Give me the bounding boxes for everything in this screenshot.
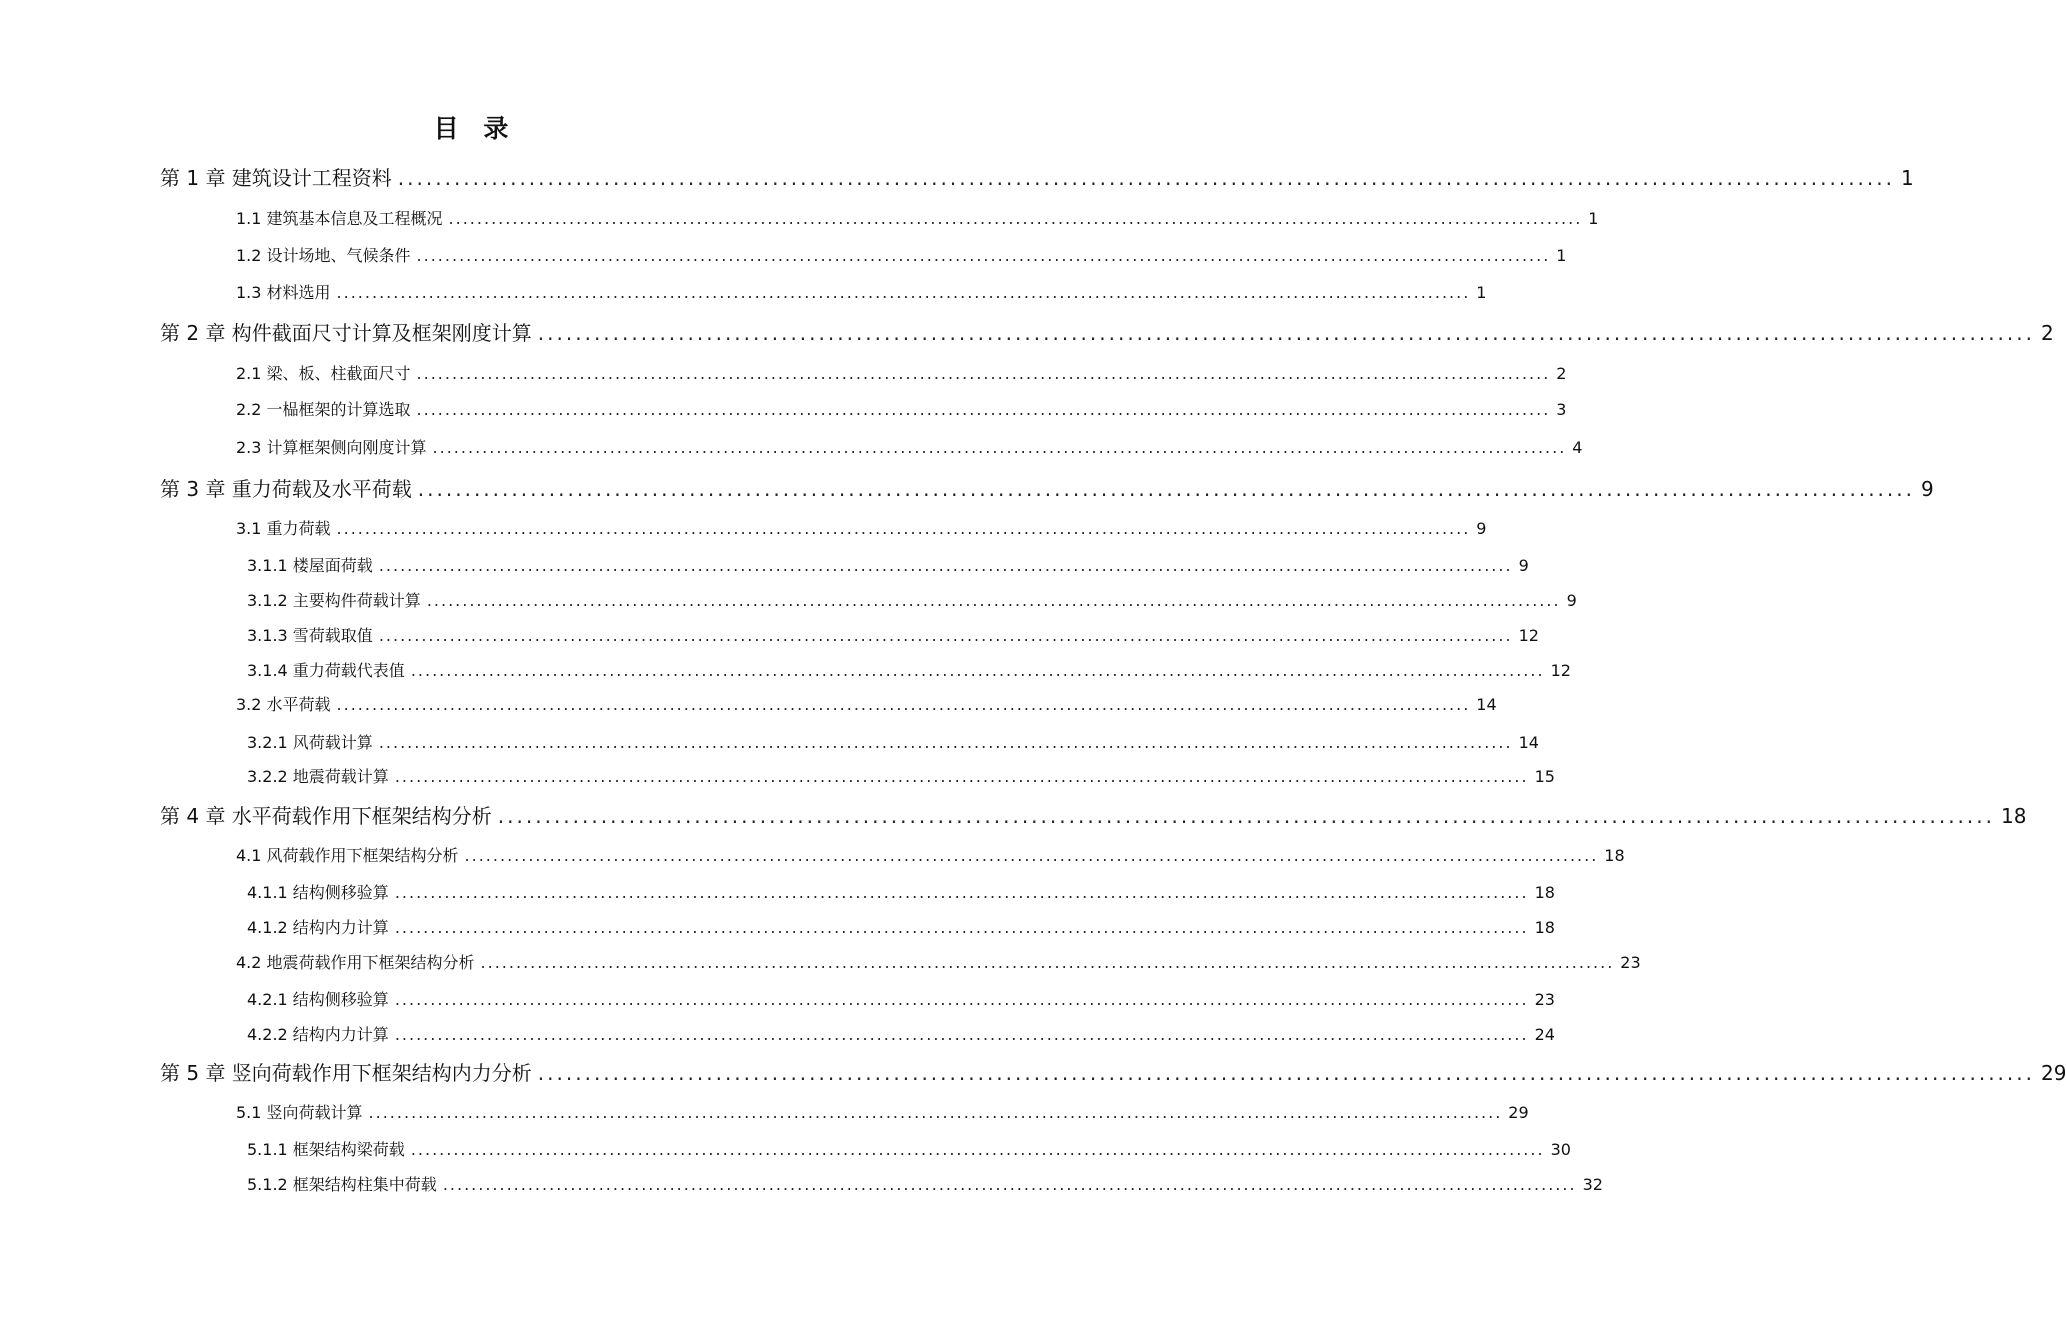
toc-page-number: 3 [1556, 400, 1567, 419]
toc-page-number: 4 [1572, 438, 1583, 457]
toc-section-entry[interactable] [236, 693, 1497, 717]
dot-leader: ................................................................................................................................................................ [394, 767, 1529, 786]
toc-entry-label: 3.1.4 重力荷载代表值 [247, 661, 405, 680]
toc-section-entry[interactable] [247, 881, 1555, 905]
toc-entry-label: 3.1.2 主要构件荷载计算 [247, 591, 421, 610]
toc-page-number: 2 [2040, 321, 2054, 345]
dot-leader: ................................................................................................................................................................ [416, 246, 1551, 265]
toc-chapter-entry[interactable] [160, 475, 1934, 503]
toc-section-entry[interactable] [236, 398, 1567, 422]
dot-leader: ................................................................................................................................................................ [397, 166, 1895, 190]
toc-page-number: 1 [1588, 209, 1599, 228]
toc-entry-label: 5.1.1 框架结构梁荷载 [247, 1140, 405, 1159]
toc-entry-label: 1.2 设计场地、气候条件 [236, 246, 411, 265]
dot-leader: ................................................................................................................................................................ [378, 556, 1513, 575]
toc-page-number: 23 [1620, 953, 1641, 972]
toc-page-number: 29 [2040, 1061, 2066, 1085]
toc-entry-label: 3.2 水平荷载 [236, 695, 331, 714]
toc-entry-label: 第 5 章 竖向荷载作用下框架结构内力分析 [160, 1061, 532, 1085]
toc-entry-label: 3.1.3 雪荷载取值 [247, 626, 373, 645]
toc-page-number: 12 [1550, 661, 1571, 680]
dot-leader: ................................................................................................................................................................ [394, 883, 1529, 902]
toc-section-entry[interactable] [247, 589, 1577, 613]
dot-leader: ................................................................................................................................................................ [416, 400, 1551, 419]
toc-section-entry[interactable] [236, 436, 1583, 460]
toc-entry-label: 1.1 建筑基本信息及工程概况 [236, 209, 443, 228]
toc-page-number: 29 [1508, 1103, 1529, 1122]
toc-page-number: 18 [2000, 804, 2027, 828]
toc-page-number: 32 [1582, 1175, 1603, 1194]
dot-leader: ................................................................................................................................................................ [448, 209, 1583, 228]
dot-leader: ................................................................................................................................................................ [368, 1103, 1503, 1122]
toc-entry-label: 3.2.1 风荷载计算 [247, 733, 373, 752]
toc-entry-label: 4.2.1 结构侧移验算 [247, 990, 389, 1009]
toc-section-entry[interactable] [247, 554, 1529, 578]
dot-leader: ................................................................................................................................................................ [426, 591, 1561, 610]
toc-section-entry[interactable] [236, 281, 1487, 305]
dot-leader: ................................................................................................................................................................ [394, 1025, 1529, 1044]
toc-entry-label: 3.2.2 地震荷载计算 [247, 767, 389, 786]
toc-page-number: 30 [1550, 1140, 1571, 1159]
toc-section-entry[interactable] [236, 1101, 1529, 1125]
toc-page-number: 18 [1534, 883, 1555, 902]
toc-page-number: 14 [1518, 733, 1539, 752]
toc-section-entry[interactable] [247, 659, 1571, 683]
toc-entry-label: 2.1 梁、板、柱截面尺寸 [236, 364, 411, 383]
dot-leader: ................................................................................................................................................................ [378, 733, 1513, 752]
toc-section-entry[interactable] [236, 362, 1567, 386]
dot-leader: ................................................................................................................................................................ [432, 438, 1567, 457]
toc-page-number: 9 [1476, 519, 1487, 538]
dot-leader: ................................................................................................................................................................ [537, 321, 2035, 345]
dot-leader: ................................................................................................................................................................ [336, 519, 1471, 538]
toc-entry-label: 第 3 章 重力荷载及水平荷载 [160, 477, 412, 501]
toc-page-number: 18 [1604, 846, 1625, 865]
toc-page-number: 14 [1476, 695, 1497, 714]
toc-chapter-entry[interactable] [160, 1059, 2066, 1087]
toc-page-number: 9 [1920, 477, 1934, 501]
toc-entry-label: 5.1 竖向荷载计算 [236, 1103, 363, 1122]
dot-leader: ................................................................................................................................................................ [417, 477, 1915, 501]
dot-leader: ................................................................................................................................................................ [336, 283, 1471, 302]
dot-leader: ................................................................................................................................................................ [442, 1175, 1577, 1194]
toc-section-entry[interactable] [247, 765, 1555, 789]
toc-page-number: 9 [1566, 591, 1577, 610]
toc-entry-label: 第 4 章 水平荷载作用下框架结构分析 [160, 804, 492, 828]
toc-section-entry[interactable] [247, 988, 1555, 1012]
toc-page-number: 9 [1518, 556, 1529, 575]
toc-section-entry[interactable] [247, 1138, 1571, 1162]
toc-section-entry[interactable] [247, 1023, 1555, 1047]
dot-leader: ................................................................................................................................................................ [410, 661, 1545, 680]
toc-entry-label: 4.1.1 结构侧移验算 [247, 883, 389, 902]
dot-leader: ................................................................................................................................................................ [464, 846, 1599, 865]
toc-page-number: 1 [1900, 166, 1914, 190]
toc-entry-label: 4.2 地震荷载作用下框架结构分析 [236, 953, 475, 972]
toc-page-number: 1 [1476, 283, 1487, 302]
dot-leader: ................................................................................................................................................................ [480, 953, 1615, 972]
dot-leader: ................................................................................................................................................................ [378, 626, 1513, 645]
toc-section-entry[interactable] [247, 624, 1539, 648]
toc-chapter-entry[interactable] [160, 164, 1914, 192]
toc-entry-label: 4.1 风荷载作用下框架结构分析 [236, 846, 459, 865]
toc-entry-label: 3.1 重力荷载 [236, 519, 331, 538]
dot-leader: ................................................................................................................................................................ [497, 804, 1995, 828]
toc-section-entry[interactable] [247, 916, 1555, 940]
toc-page-number: 24 [1534, 1025, 1555, 1044]
toc-entry-label: 第 1 章 建筑设计工程资料 [160, 166, 392, 190]
toc-page-number: 18 [1534, 918, 1555, 937]
toc-section-entry[interactable] [247, 731, 1539, 755]
toc-entry-label: 5.1.2 框架结构柱集中荷载 [247, 1175, 437, 1194]
dot-leader: ................................................................................................................................................................ [537, 1061, 2035, 1085]
toc-page-number: 1 [1556, 246, 1567, 265]
toc-page-number: 23 [1534, 990, 1555, 1009]
toc-title: 目 录 [433, 114, 517, 143]
toc-entry-label: 3.1.1 楼屋面荷载 [247, 556, 373, 575]
toc-chapter-entry[interactable] [160, 319, 2054, 347]
toc-section-entry[interactable] [236, 244, 1567, 268]
toc-entry-label: 第 2 章 构件截面尺寸计算及框架刚度计算 [160, 321, 532, 345]
toc-entry-label: 4.1.2 结构内力计算 [247, 918, 389, 937]
toc-entry-label: 1.3 材料选用 [236, 283, 331, 302]
toc-entry-label: 2.2 一榀框架的计算选取 [236, 400, 411, 419]
toc-page-number: 12 [1518, 626, 1539, 645]
toc-page-number: 15 [1534, 767, 1555, 786]
dot-leader: ................................................................................................................................................................ [410, 1140, 1545, 1159]
dot-leader: ................................................................................................................................................................ [336, 695, 1471, 714]
dot-leader: ................................................................................................................................................................ [416, 364, 1551, 383]
toc-section-entry[interactable] [236, 517, 1487, 541]
toc-section-entry[interactable] [236, 207, 1599, 231]
toc-chapter-entry[interactable] [160, 802, 2027, 830]
toc-entry-label: 4.2.2 结构内力计算 [247, 1025, 389, 1044]
toc-section-entry[interactable] [247, 1173, 1603, 1197]
dot-leader: ................................................................................................................................................................ [394, 918, 1529, 937]
toc-section-entry[interactable] [236, 951, 1641, 975]
toc-page-number: 2 [1556, 364, 1567, 383]
toc-section-entry[interactable] [236, 844, 1625, 868]
toc-entry-label: 2.3 计算框架侧向刚度计算 [236, 438, 427, 457]
dot-leader: ................................................................................................................................................................ [394, 990, 1529, 1009]
